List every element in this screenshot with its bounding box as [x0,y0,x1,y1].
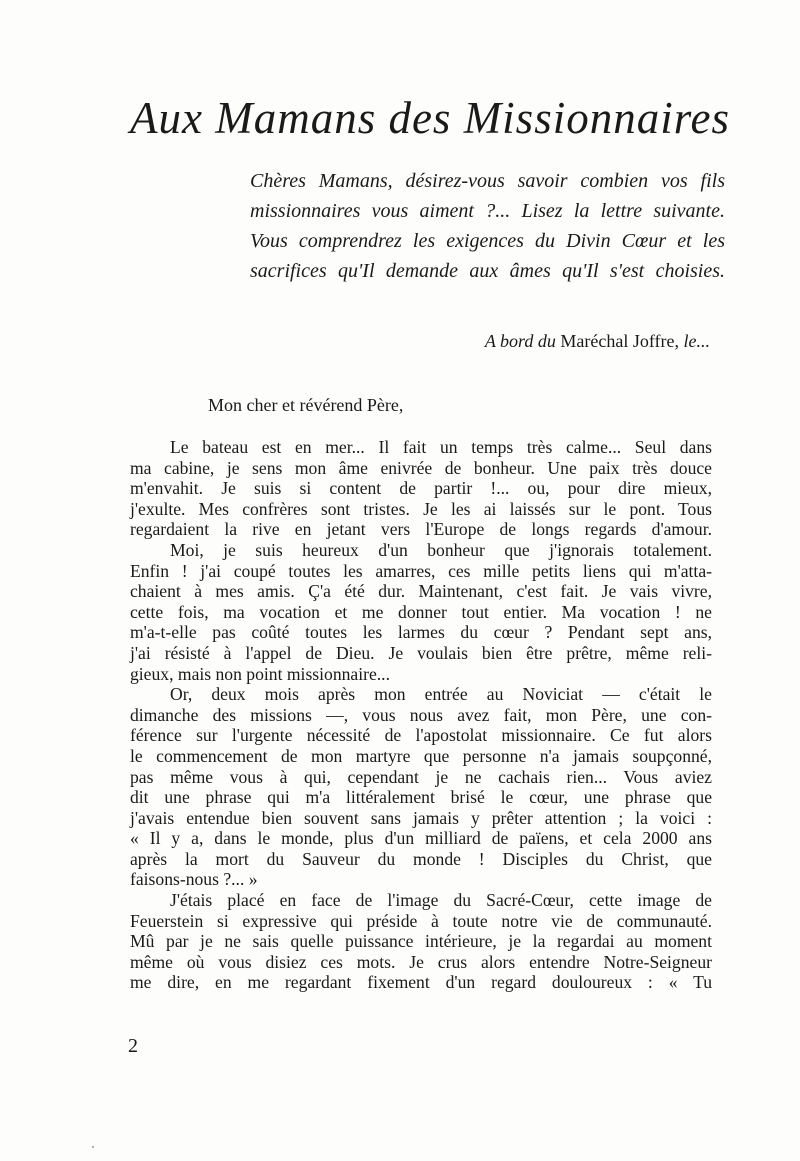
dedication-line: missionnaires vous aiment ?... Lisez la lettre suivante. [250,200,725,222]
text-line: pas même vous à qui, cependant je ne cachais rien... Vous aviez [130,766,712,787]
text-line: cette fois, ma vocation et me donner tout entier. Ma vocation ! ne [130,601,712,622]
paper-speck [92,1146,94,1148]
text-line: dimanche des missions —, vous nous avez fait, mon Père, une con- [130,704,712,725]
text-line: j'ai résisté à l'appel de Dieu. Je voulais bien être prêtre, même reli- [130,642,712,663]
page-title: Aux Mamans des Missionnaires [130,93,731,143]
text-line: chaient à mes amis. Ç'a été dur. Maintenant, c'est fait. Je vais vivre, [130,581,712,602]
text-line: Enfin ! j'ai coupé toutes les amarres, ces mille petits liens qui m'atta- [130,560,712,581]
text-line: me dire, en me regardant fixement d'un regard douloureux : « Tu [130,972,712,993]
page-number: 2 [128,1035,138,1057]
text-line: Mû par je ne sais quelle puissance intérieure, je la regardai au moment [130,931,712,952]
text-line: J'étais placé en face de l'image du Sacré-Cœur, cette image de [170,890,712,911]
text-line: férence sur l'urgente nécessité de l'apostolat missionnaire. Ce fut alors [130,725,712,746]
dateline-ship: Maréchal Joffre, [560,331,679,351]
paragraph [130,437,712,540]
text-line: j'exulte. Mes confrères sont tristes. Je les ai laissés sur le pont. Tous [130,498,712,519]
text-line: le commencement de mon martyre que personne n'a jamais soupçonné, [130,745,712,766]
text-line: j'avais entendue bien souvent sans jamais y prêter attention ; la voici : [130,807,712,828]
text-line: dit une phrase qui m'a littéralement brisé le cœur, une phrase que [130,787,712,808]
text-line: faisons-nous ?... » [130,869,258,890]
text-line: Feuerstein si expressive qui préside à toute notre vie de communauté. [130,910,712,931]
text-line: gieux, mais non point missionnaire... [130,663,390,684]
text-line: « Il y a, dans le monde, plus d'un milliard de païens, et cela 2000 ans [130,828,712,849]
text-line: m'a-t-elle pas coûté toutes les larmes du cœur ? Pendant sept ans, [130,622,712,643]
dateline [485,331,710,352]
dedication [250,166,725,286]
text-line: Le bateau est en mer... Il fait un temps très calme... Seul dans [170,437,712,457]
dateline-prefix: A bord du [484,331,556,351]
salutation: Mon cher et révérend Père, [208,395,404,415]
text-line: Or, deux mois après mon entrée au Noviciat — c'était le [170,684,712,705]
text-line: Moi, je suis heureux d'un bonheur que j'ignorais totalement. [170,539,712,560]
text-line: ma cabine, je sens mon âme enivrée de bonheur. Une paix très douce [130,457,712,478]
text-line: même où vous disiez ces mots. Je crus alors entendre Notre-Seigneur [130,951,712,972]
dedication-line: Vous comprendrez les exigences du Divin Cœur et les [250,230,725,252]
letter-body [130,437,712,993]
paragraph [130,890,712,993]
text-line: regardaient la rive en jetant vers l'Europe de longs regards d'amour. [130,519,712,540]
dedication-line: sacrifices qu'Il demande aux âmes qu'Il s'est choisies. [250,260,725,282]
dateline-suffix: le... [683,331,710,351]
dedication-line: Chères Mamans, désirez-vous savoir combien vos fils [250,170,725,192]
paragraph [130,540,712,684]
paragraph [130,684,712,890]
text-line: après la mort du Sauveur du monde ! Disciples du Christ, que [130,848,712,869]
text-line: m'envahit. Je suis si content de partir !... ou, pour dire mieux, [130,478,712,499]
